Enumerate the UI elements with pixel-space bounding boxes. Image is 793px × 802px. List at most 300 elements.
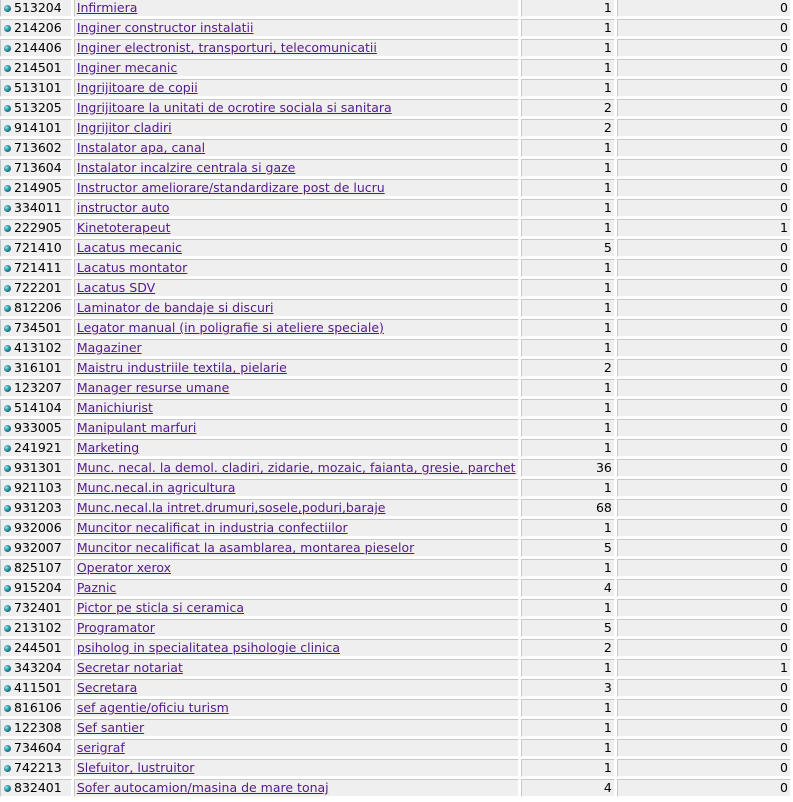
occupation-link[interactable]: psiholog in specialitatea psihologie clinica (76, 640, 341, 655)
code-cell (0, 519, 72, 537)
code-cell (0, 59, 72, 77)
table-row (0, 99, 791, 117)
occupation-link[interactable]: Munc. necal. la demol. cladiri, zidarie, mozaic, faianta, gresie, parchet (76, 460, 516, 475)
occupation-code: 222905 (14, 220, 62, 235)
table-row (0, 659, 791, 677)
count-cell: 2 (521, 359, 615, 377)
occupation-code: 122308 (14, 720, 62, 735)
occupation-code: 914101 (14, 120, 62, 135)
count2-cell: 0 (617, 39, 791, 57)
occupation-link[interactable]: Secretara (76, 680, 138, 695)
code-cell (0, 99, 72, 117)
code-cell (0, 719, 72, 737)
occupation-code: 413102 (14, 340, 62, 355)
name-cell (74, 579, 519, 597)
table-row (0, 439, 791, 457)
name-cell (74, 359, 519, 377)
count-cell: 1 (521, 179, 615, 197)
code-cell (0, 279, 72, 297)
count-cell: 5 (521, 619, 615, 637)
table-row (0, 259, 791, 277)
count-cell: 2 (521, 639, 615, 657)
name-cell (74, 539, 519, 557)
count-cell: 1 (521, 299, 615, 317)
bullet-icon (4, 445, 11, 452)
code-cell (0, 459, 72, 477)
occupation-link[interactable]: Pictor pe sticla si ceramica (76, 600, 245, 615)
count2-cell: 0 (617, 239, 791, 257)
name-cell (74, 99, 519, 117)
bullet-icon (4, 625, 11, 632)
name-cell (74, 699, 519, 717)
occupation-link[interactable]: Munc.necal.la intret.drumuri,sosele,poduri,baraje (76, 500, 386, 515)
occupation-code: 742213 (14, 760, 62, 775)
name-cell (74, 499, 519, 517)
count2-cell: 0 (617, 779, 791, 797)
name-cell (74, 59, 519, 77)
name-cell (74, 479, 519, 497)
code-cell (0, 139, 72, 157)
count-cell: 1 (521, 79, 615, 97)
bullet-icon (4, 365, 11, 372)
occupation-code: 931301 (14, 460, 62, 475)
occupation-link[interactable]: Munc.necal.in agricultura (76, 480, 236, 495)
table-row (0, 199, 791, 217)
bullet-icon (4, 205, 11, 212)
code-cell (0, 759, 72, 777)
occupation-code: 734501 (14, 320, 62, 335)
table-row (0, 279, 791, 297)
count-cell: 1 (521, 279, 615, 297)
name-cell (74, 439, 519, 457)
occupation-code: 241921 (14, 440, 62, 455)
count2-cell: 0 (617, 759, 791, 777)
count-cell: 1 (521, 219, 615, 237)
count-cell: 4 (521, 579, 615, 597)
name-cell (74, 299, 519, 317)
name-cell (74, 0, 519, 17)
count2-cell: 0 (617, 559, 791, 577)
table-row (0, 79, 791, 97)
table-row (0, 759, 791, 777)
code-cell (0, 399, 72, 417)
table-row (0, 499, 791, 517)
table-row (0, 739, 791, 757)
code-cell (0, 119, 72, 137)
bullet-icon (4, 745, 11, 752)
code-cell (0, 439, 72, 457)
occupation-link[interactable]: Inginer constructor instalatii (76, 20, 254, 35)
table-row (0, 359, 791, 377)
occupation-code: 343204 (14, 660, 62, 675)
name-cell (74, 419, 519, 437)
occupation-code: 734604 (14, 740, 62, 755)
count-cell: 1 (521, 199, 615, 217)
bullet-icon (4, 725, 11, 732)
count2-cell: 0 (617, 299, 791, 317)
count-cell: 1 (521, 599, 615, 617)
table-row (0, 339, 791, 357)
count-cell: 2 (521, 119, 615, 137)
code-cell (0, 419, 72, 437)
occupation-link[interactable]: Ingrijitoare la unitati de ocrotire sociala si sanitara (76, 100, 392, 115)
table-row (0, 19, 791, 37)
occupation-link[interactable]: Magaziner (76, 340, 142, 355)
bullet-icon (4, 785, 11, 792)
occupation-code: 713604 (14, 160, 62, 175)
name-cell (74, 19, 519, 37)
occupation-code: 713602 (14, 140, 62, 155)
count2-cell: 0 (617, 359, 791, 377)
name-cell (74, 179, 519, 197)
occupation-code: 931203 (14, 500, 62, 515)
occupation-code: 812206 (14, 300, 62, 315)
table-row (0, 239, 791, 257)
bullet-icon (4, 25, 11, 32)
name-cell (74, 459, 519, 477)
bullet-icon (4, 545, 11, 552)
name-cell (74, 239, 519, 257)
occupation-link[interactable]: Programator (76, 620, 155, 635)
code-cell (0, 319, 72, 337)
count-cell: 3 (521, 679, 615, 697)
name-cell (74, 679, 519, 697)
count-cell: 1 (521, 659, 615, 677)
name-cell (74, 219, 519, 237)
occupation-link[interactable]: Inginer mecanic (76, 60, 178, 75)
bullet-icon (4, 485, 11, 492)
count-cell: 5 (521, 539, 615, 557)
occupation-link[interactable]: Operator xerox (76, 560, 171, 575)
count-cell: 1 (521, 739, 615, 757)
name-cell (74, 619, 519, 637)
count2-cell: 0 (617, 0, 791, 17)
table-row (0, 679, 791, 697)
bullet-icon (4, 265, 11, 272)
table-row (0, 379, 791, 397)
occupation-link[interactable]: Manipulant marfuri (76, 420, 197, 435)
table-row (0, 459, 791, 477)
occupation-link[interactable]: Slefuitor, lustruitor (76, 760, 195, 775)
table-row (0, 699, 791, 717)
occupation-link[interactable]: Manichiurist (76, 400, 153, 415)
occupation-link[interactable]: Inginer electronist, transporturi, telecomunicatii (76, 40, 377, 55)
occupation-link[interactable]: Sofer autocamion/masina de mare tonaj (76, 780, 329, 795)
count-cell: 2 (521, 99, 615, 117)
table-row (0, 39, 791, 57)
table-row (0, 519, 791, 537)
occupation-code: 514104 (14, 400, 62, 415)
count2-cell: 0 (617, 159, 791, 177)
occupation-link[interactable]: Ingrijitoare de copii (76, 80, 198, 95)
count2-cell: 0 (617, 119, 791, 137)
occupation-link[interactable]: Muncitor necalificat la asamblarea, montarea pieselor (76, 540, 415, 555)
count-cell: 1 (521, 379, 615, 397)
occupation-code: 213102 (14, 620, 62, 635)
occupation-code: 123207 (14, 380, 62, 395)
count2-cell: 0 (617, 399, 791, 417)
bullet-icon (4, 565, 11, 572)
name-cell (74, 159, 519, 177)
count2-cell: 0 (617, 719, 791, 737)
count-cell: 1 (521, 759, 615, 777)
name-cell (74, 139, 519, 157)
table-row (0, 479, 791, 497)
bullet-icon (4, 5, 11, 12)
table-row (0, 579, 791, 597)
occupation-code: 214501 (14, 60, 62, 75)
bullet-icon (4, 385, 11, 392)
count2-cell: 0 (617, 479, 791, 497)
occupation-code: 316101 (14, 360, 62, 375)
code-cell (0, 339, 72, 357)
bullet-icon (4, 465, 11, 472)
table-row (0, 59, 791, 77)
name-cell (74, 759, 519, 777)
bullet-icon (4, 525, 11, 532)
occupation-link[interactable]: Lacatus SDV (76, 280, 156, 295)
table-row (0, 319, 791, 337)
bullet-icon (4, 685, 11, 692)
table-row (0, 599, 791, 617)
count2-cell: 0 (617, 339, 791, 357)
name-cell (74, 659, 519, 677)
name-cell (74, 39, 519, 57)
occupation-link[interactable]: instructor auto (76, 200, 170, 215)
name-cell (74, 79, 519, 97)
name-cell (74, 599, 519, 617)
occupation-code: 921103 (14, 480, 62, 495)
count2-cell: 0 (617, 439, 791, 457)
name-cell (74, 379, 519, 397)
table-row (0, 179, 791, 197)
occupation-link[interactable]: Instalator apa, canal (76, 140, 206, 155)
occupation-code: 513101 (14, 80, 62, 95)
bullet-icon (4, 345, 11, 352)
count-cell: 4 (521, 779, 615, 797)
count2-cell: 0 (617, 679, 791, 697)
count2-cell: 0 (617, 639, 791, 657)
occupation-link[interactable]: Marketing (76, 440, 140, 455)
code-cell (0, 359, 72, 377)
bullet-icon (4, 305, 11, 312)
count2-cell: 0 (617, 259, 791, 277)
count2-cell: 0 (617, 619, 791, 637)
code-cell (0, 559, 72, 577)
table-row (0, 159, 791, 177)
count-cell: 68 (521, 499, 615, 517)
occupation-code: 932007 (14, 540, 62, 555)
occupation-link[interactable]: Instalator incalzire centrala si gaze (76, 160, 296, 175)
name-cell (74, 519, 519, 537)
bullet-icon (4, 325, 11, 332)
count-cell: 1 (521, 719, 615, 737)
count2-cell: 0 (617, 19, 791, 37)
bullet-icon (4, 585, 11, 592)
count-cell: 1 (521, 419, 615, 437)
name-cell (74, 319, 519, 337)
count-cell: 1 (521, 19, 615, 37)
name-cell (74, 279, 519, 297)
bullet-icon (4, 425, 11, 432)
table-row (0, 719, 791, 737)
count2-cell: 0 (617, 519, 791, 537)
count-cell: 1 (521, 139, 615, 157)
count-cell: 1 (521, 39, 615, 57)
occupation-link[interactable]: serigraf (76, 740, 125, 755)
code-cell (0, 499, 72, 517)
bullet-icon (4, 705, 11, 712)
occupation-link[interactable]: Maistru industriile textila, pielarie (76, 360, 287, 375)
count-cell: 1 (521, 59, 615, 77)
code-cell (0, 619, 72, 637)
occupation-code: 722201 (14, 280, 62, 295)
bullet-icon (4, 285, 11, 292)
occupation-code: 932006 (14, 520, 62, 535)
name-cell (74, 779, 519, 797)
bullet-icon (4, 645, 11, 652)
count2-cell: 0 (617, 419, 791, 437)
code-cell (0, 479, 72, 497)
occupation-code: 816106 (14, 700, 62, 715)
count-cell: 1 (521, 439, 615, 457)
table-row (0, 619, 791, 637)
bullet-icon (4, 245, 11, 252)
bullet-icon (4, 165, 11, 172)
occupation-code: 411501 (14, 680, 62, 695)
bullet-icon (4, 45, 11, 52)
table-row (0, 139, 791, 157)
count-cell: 1 (521, 0, 615, 17)
count2-cell: 0 (617, 179, 791, 197)
code-cell (0, 539, 72, 557)
count2-cell: 0 (617, 319, 791, 337)
code-cell (0, 259, 72, 277)
name-cell (74, 119, 519, 137)
occupation-link[interactable]: sef agentie/oficiu turism (76, 700, 229, 715)
count-cell: 1 (521, 479, 615, 497)
code-cell (0, 19, 72, 37)
code-cell (0, 299, 72, 317)
bullet-icon (4, 405, 11, 412)
bullet-icon (4, 185, 11, 192)
count-cell: 1 (521, 399, 615, 417)
code-cell (0, 599, 72, 617)
count-cell: 1 (521, 559, 615, 577)
occupation-link[interactable]: Kinetoterapeut (76, 220, 171, 235)
occupation-link[interactable]: Paznic (76, 580, 117, 595)
count2-cell: 1 (617, 219, 791, 237)
occupation-link[interactable]: Instructor ameliorare/standardizare post de lucru (76, 180, 385, 195)
occupation-code: 214206 (14, 20, 62, 35)
occupation-code: 732401 (14, 600, 62, 615)
name-cell (74, 719, 519, 737)
count2-cell: 0 (617, 139, 791, 157)
bullet-icon (4, 125, 11, 132)
occupation-link[interactable]: Manager resurse umane (76, 380, 230, 395)
occupation-code: 832401 (14, 780, 62, 795)
code-cell (0, 779, 72, 797)
table-row (0, 539, 791, 557)
count2-cell: 0 (617, 739, 791, 757)
bullet-icon (4, 505, 11, 512)
count-cell: 1 (521, 339, 615, 357)
occupation-link[interactable]: Sef santier (76, 720, 145, 735)
occupation-code: 721410 (14, 240, 62, 255)
occupation-link[interactable]: Muncitor necalificat in industria confectiilor (76, 520, 348, 535)
bullet-icon (4, 665, 11, 672)
code-cell (0, 739, 72, 757)
occupation-code: 214406 (14, 40, 62, 55)
table-row (0, 299, 791, 317)
occupation-link[interactable]: Secretar notariat (76, 660, 183, 675)
code-cell (0, 179, 72, 197)
table-row (0, 779, 791, 797)
occupation-code: 915204 (14, 580, 62, 595)
name-cell (74, 739, 519, 757)
occupation-link[interactable]: Ingrijitor cladiri (76, 120, 172, 135)
count2-cell: 0 (617, 579, 791, 597)
count2-cell: 0 (617, 199, 791, 217)
occupation-link[interactable]: Infirmiera (76, 0, 138, 15)
occupation-code: 933005 (14, 420, 62, 435)
count2-cell: 1 (617, 659, 791, 677)
count-cell: 1 (521, 319, 615, 337)
code-cell (0, 159, 72, 177)
table-row (0, 119, 791, 137)
count2-cell: 0 (617, 599, 791, 617)
name-cell (74, 559, 519, 577)
occupation-link[interactable]: Lacatus montator (76, 260, 188, 275)
name-cell (74, 339, 519, 357)
bullet-icon (4, 765, 11, 772)
occupation-code: 721411 (14, 260, 62, 275)
occupation-link[interactable]: Legator manual (in poligrafie si ateliere speciale) (76, 320, 384, 335)
table-row (0, 399, 791, 417)
occupation-link[interactable]: Lacatus mecanic (76, 240, 182, 255)
code-cell (0, 0, 72, 17)
occupation-code: 214905 (14, 180, 62, 195)
code-cell (0, 199, 72, 217)
occupation-code: 244501 (14, 640, 62, 655)
bullet-icon (4, 85, 11, 92)
count2-cell: 0 (617, 59, 791, 77)
code-cell (0, 379, 72, 397)
code-cell (0, 579, 72, 597)
count2-cell: 0 (617, 459, 791, 477)
code-cell (0, 659, 72, 677)
code-cell (0, 219, 72, 237)
code-cell (0, 39, 72, 57)
count-cell: 1 (521, 699, 615, 717)
count-cell: 1 (521, 519, 615, 537)
count-cell: 1 (521, 159, 615, 177)
code-cell (0, 639, 72, 657)
count-cell: 5 (521, 239, 615, 257)
count2-cell: 0 (617, 379, 791, 397)
bullet-icon (4, 65, 11, 72)
bullet-icon (4, 225, 11, 232)
bullet-icon (4, 105, 11, 112)
occupation-code: 825107 (14, 560, 62, 575)
occupation-code: 513205 (14, 100, 62, 115)
count2-cell: 0 (617, 539, 791, 557)
count2-cell: 0 (617, 79, 791, 97)
name-cell (74, 259, 519, 277)
name-cell (74, 199, 519, 217)
occupation-link[interactable]: Laminator de bandaje si discuri (76, 300, 274, 315)
name-cell (74, 639, 519, 657)
